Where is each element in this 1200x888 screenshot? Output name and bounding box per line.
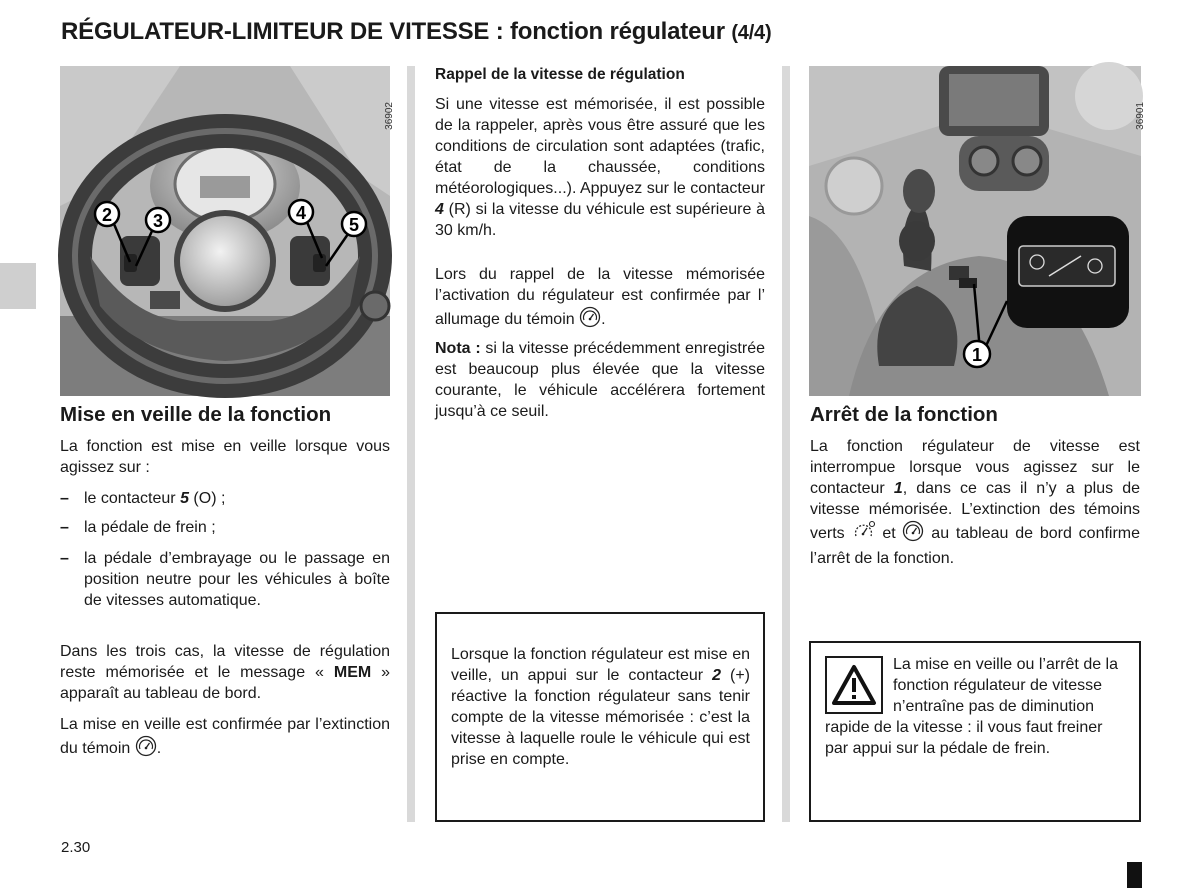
page-title: RÉGULATEUR-LIMITEUR DE VITESSE : fonction régulateur (4/4) [61, 18, 772, 45]
paragraph-arret: La fonction régulateur de vitesse est interrompue lorsque vous agissez sur le contacteur 1, dans ce cas il n’y a plus de vitesse mémorisée. L’extinction des témoins verts et au tableau de bord confirme l’arrêt de la fonction. [810, 438, 1141, 567]
steering-wheel-illustration [60, 66, 390, 396]
page-title-suffix: (4/4) [731, 22, 772, 44]
paragraph-mem: Dans les trois cas, la vitesse de régulation reste mémorisée et le message « MEM » apparaît au tableau de bord. [60, 643, 391, 702]
corner-marker [1127, 862, 1142, 888]
cruise-control-icon [579, 306, 601, 334]
callout-2: 2 [101, 205, 113, 225]
console-switch-figure [809, 66, 1146, 396]
warning-box: La mise en veille ou l’arrêt de la fonction régulateur de vitesse n’entraîne pas de diminution rapide de la vitesse : il vous faut freiner par appui sur la pédale de frein. [809, 641, 1141, 822]
warning-triangle-icon [825, 656, 883, 714]
cruise-control-icon [902, 520, 924, 548]
callout-4: 4 [295, 203, 307, 223]
callout-1: 1 [971, 345, 983, 365]
paragraph-nota: Nota : si la vitesse précédemment enregistrée est beaucoup plus élevée que la vitesse courante, le véhicule accélérera fortement jusqu’à ce seuil. [435, 340, 765, 420]
cruise-control-icon [135, 735, 157, 763]
list-item-pedale-frein: – la pédale de frein ; [60, 519, 216, 536]
console-switch-illustration [809, 66, 1141, 396]
list-item-pedale-embrayage: – la pédale d’embrayage ou le passage en position neutre pour les véhicules à boîte de vitesses automatique. [60, 550, 390, 609]
cruise-control-off-icon [852, 520, 876, 548]
list-item-contacteur-5: – le contacteur 5 (O) ; [60, 490, 226, 507]
column-separator-left [407, 66, 415, 822]
column-separator-right [782, 66, 790, 822]
heading-arret: Arrêt de la fonction [810, 403, 998, 426]
paragraph-rappel: Si une vitesse est mémorisée, il est possible de la rappeler, après vous être assuré que les conditions de circulation sont adaptées (trafic, état de la chaussée, conditions météorologiques...). Appuyez sur le contacteur 4 (R) si la vitesse du véhicule est supérieure à 30 km/h. [435, 96, 765, 239]
callout-5: 5 [348, 215, 360, 235]
page-number: 2.30 [61, 839, 91, 856]
callout-3: 3 [152, 211, 164, 231]
chapter-tab [0, 263, 36, 309]
paragraph-extinction: La mise en veille est confirmée par l’extinction du témoin . [60, 714, 390, 763]
paragraph-intro: La fonction est mise en veille lorsque vous agissez sur : [60, 438, 390, 476]
steering-wheel-figure [60, 66, 395, 396]
subheading-rappel: Rappel de la vitesse de régulation [435, 66, 685, 83]
heading-mise-en-veille: Mise en veille de la fonction [60, 403, 332, 426]
figure-reference: 36902 [384, 102, 395, 130]
figure-reference: 36901 [1135, 102, 1146, 130]
note-box-reactivation: Lorsque la fonction régulateur est mise en veille, un appui sur le contacteur 2 (+) réactive la fonction régulateur sans tenir compte de la vitesse mémorisée : c’est la vitesse à laquelle roule le véhicule qui est prise en compte. [435, 612, 765, 822]
paragraph-activation: Lors du rappel de la vitesse mémorisée l’activation du régulateur est confirmée par l’ allumage du témoin . [435, 264, 765, 334]
